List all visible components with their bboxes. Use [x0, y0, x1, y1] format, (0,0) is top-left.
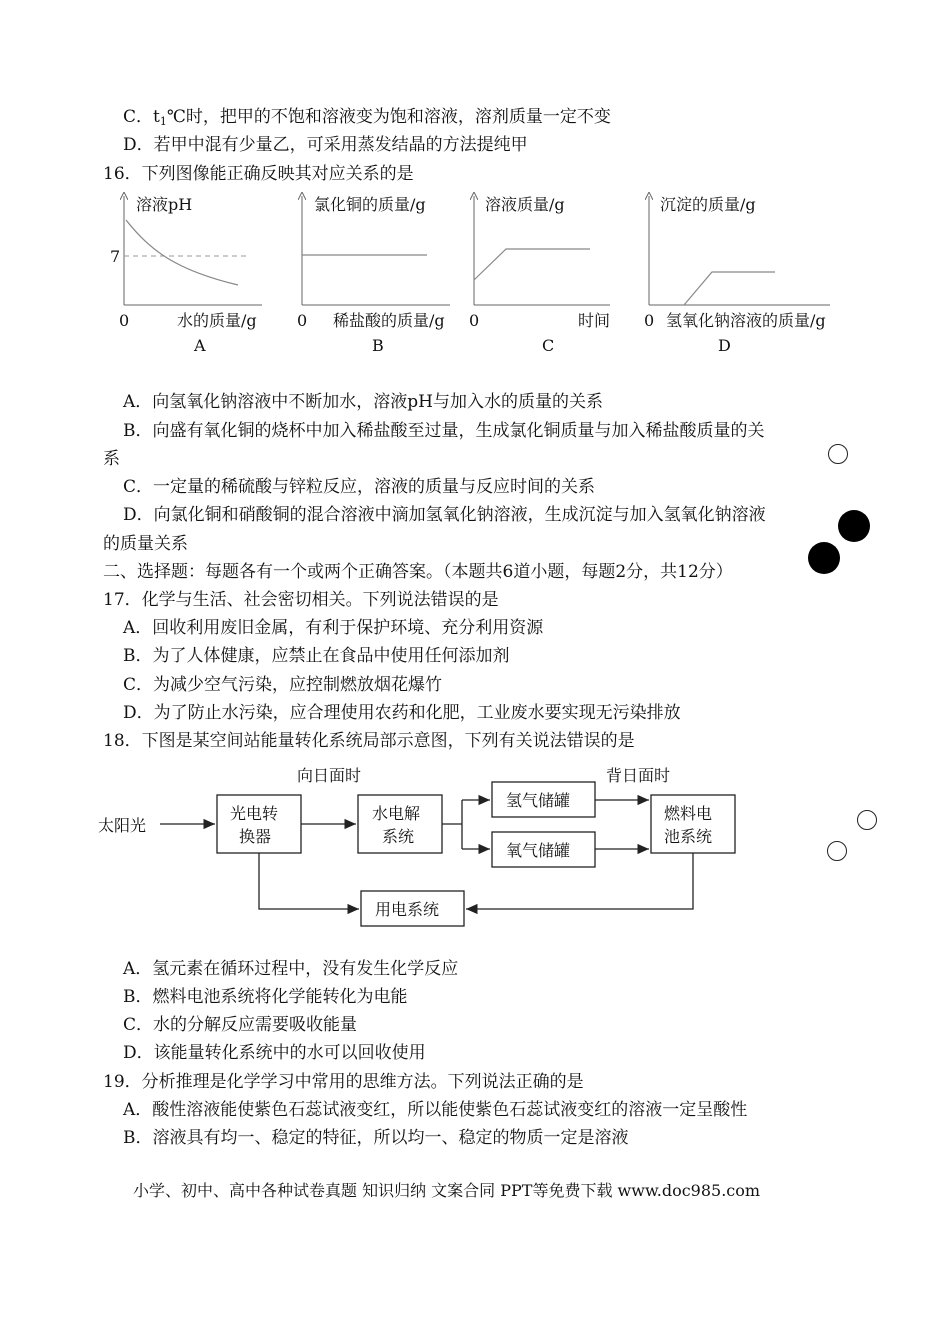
q18-option-c: C．水的分解反应需要吸收能量 [123, 1015, 358, 1035]
hollow-circle-mark [827, 841, 847, 861]
label-night-side: 背日面时 [606, 766, 671, 785]
q17-option-a: A．回收利用废旧金属，有利于保护环境、充分利用资源 [123, 618, 544, 638]
q16-option-d-line1: D．向氯化铜和硝酸铜的混合溶液中滴加氢氧化钠溶液，生成沉淀与加入氢氧化钠溶液 [123, 505, 766, 525]
graph-c-origin: 0 [469, 311, 480, 330]
q17-option-c: C．为减少空气污染，应控制燃放烟花爆竹 [123, 675, 443, 695]
svg-text:光电转: 光电转 [230, 804, 279, 823]
q16-option-b-line2: 系 [103, 449, 120, 469]
graph-c-xlabel: 时间 [578, 311, 611, 330]
graph-c [469, 195, 610, 355]
hollow-circle-mark [828, 444, 848, 464]
graph-d-xlabel: 氢氧化钠溶液的质量/g [666, 311, 826, 330]
page-footer: 小学、初中、高中各种试卷真题 知识归纳 文案合同 PPT等免费下载 www.doc985.com [133, 1181, 761, 1200]
q19-stem: 19．分析推理是化学学习中常用的思维方法。下列说法正确的是 [103, 1072, 584, 1092]
q17-option-d: D．为了防止水污染，应合理使用农药和化肥，工业废水要实现无污染排放 [123, 703, 681, 723]
q19-option-b: B．溶液具有均一、稳定的特征，所以均一、稳定的物质一定是溶液 [123, 1128, 629, 1148]
graph-d [644, 195, 830, 355]
label-sunlight: 太阳光 [98, 816, 147, 835]
graph-b-caption: B [372, 336, 384, 355]
filled-circle-mark [838, 510, 870, 542]
q18-option-b: B．燃料电池系统将化学能转化为电能 [123, 987, 408, 1007]
graph-a-origin: 0 [119, 311, 130, 330]
svg-text:氧气储罐: 氧气储罐 [506, 841, 571, 860]
graph-b-xlabel: 稀盐酸的质量/g [333, 311, 445, 330]
graph-a [110, 195, 262, 355]
graph-d-caption: D [718, 336, 731, 355]
q15-option-c: C．$t_1℃$时，把甲的不饱和溶液变为饱和溶液，溶剂质量一定不变 [123, 107, 611, 128]
graph-b-origin: 0 [297, 311, 308, 330]
filled-circle-mark [808, 542, 840, 574]
section-2-heading: 二、选择题：每题各有一个或两个正确答案。（本题共6道小题，每题2分，共12分） [103, 562, 733, 582]
hollow-circle-mark [857, 810, 877, 830]
graph-d-ylabel: 沉淀的质量/g [660, 195, 756, 214]
svg-text:用电系统: 用电系统 [375, 900, 440, 919]
q16-stem: 16．下列图像能正确反映其对应关系的是 [103, 164, 414, 184]
graph-a-xlabel: 水的质量/g [177, 311, 257, 330]
graph-a-tick: 7 [110, 247, 121, 266]
svg-text:氢气储罐: 氢气储罐 [506, 791, 571, 810]
graph-b-ylabel: 氯化铜的质量/g [314, 195, 426, 214]
graph-a-ylabel: 溶液pH [136, 195, 193, 214]
q19-option-a: A．酸性溶液能使紫色石蕊试液变红，所以能使紫色石蕊试液变红的溶液一定呈酸性 [123, 1100, 748, 1120]
q16-option-a: A．向氢氧化钠溶液中不断加水，溶液pH与加入水的质量的关系 [123, 392, 603, 412]
graph-b [297, 195, 450, 355]
svg-text:燃料电: 燃料电 [664, 804, 713, 823]
q16-option-d-line2: 的质量关系 [103, 534, 188, 554]
q18-option-a: A．氢元素在循环过程中，没有发生化学反应 [123, 959, 459, 979]
graph-c-ylabel: 溶液质量/g [485, 195, 565, 214]
label-day-side: 向日面时 [297, 766, 362, 785]
svg-text:池系统: 池系统 [664, 827, 713, 846]
q16-option-b-line1: B．向盛有氧化铜的烧杯中加入稀盐酸至过量，生成氯化铜质量与加入稀盐酸质量的关 [123, 421, 765, 441]
q17-stem: 17．化学与生活、社会密切相关。下列说法错误的是 [103, 590, 499, 610]
svg-text:水电解: 水电解 [372, 804, 421, 823]
graph-a-caption: A [194, 336, 206, 355]
svg-text:系统: 系统 [382, 827, 415, 846]
q18-stem: 18．下图是某空间站能量转化系统局部示意图，下列有关说法错误的是 [103, 731, 635, 751]
q16-graphs [0, 190, 950, 360]
graph-d-origin: 0 [644, 311, 655, 330]
q18-option-d: D．该能量转化系统中的水可以回收使用 [123, 1043, 426, 1063]
q16-option-c: C．一定量的稀硫酸与锌粒反应，溶液的质量与反应时间的关系 [123, 477, 596, 497]
q17-option-b: B．为了人体健康，应禁止在食品中使用任何添加剂 [123, 646, 510, 666]
q15-option-d: D．若甲中混有少量乙，可采用蒸发结晶的方法提纯甲 [123, 135, 528, 155]
energy-diagram [0, 758, 950, 938]
svg-text:换器: 换器 [239, 827, 272, 846]
graph-c-caption: C [542, 336, 555, 355]
